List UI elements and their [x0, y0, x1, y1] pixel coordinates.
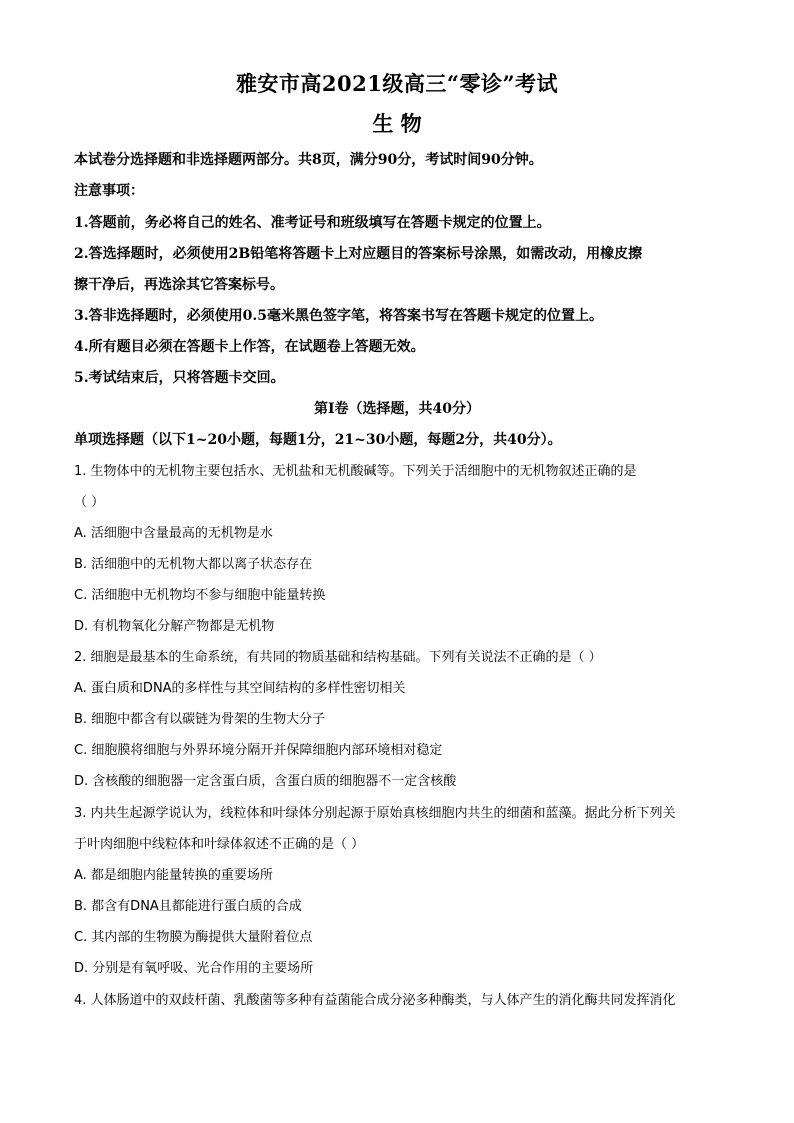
- question-stem: 于叶肉细胞中线粒体和叶绿体叙述不正确的是（ ）: [74, 837, 365, 852]
- question-stem: 1. 生物体中的无机物主要包括水、无机盐和无机酸碱等。下列关于活细胞中的无机物叙述正确的是: [74, 464, 637, 479]
- question-stem: 4. 人体肠道中的双歧杆菌、乳酸菌等多种有益菌能合成分泌多种酶类，与人体产生的消化酶共同发挥消化: [74, 993, 676, 1008]
- question-stem: 2. 细胞是最基本的生命系统，有共同的物质基础和结构基础。下列有关说法不正确的是（ ）: [74, 650, 602, 665]
- note-line: 1.答题前，务必将自己的姓名、准考证号和班级填写在答题卡规定的位置上。: [74, 215, 551, 231]
- note-line: 2.答选择题时，必须使用2B铅笔将答题卡上对应题目的答案标号涂黑，如需改动，用橡皮擦: [74, 246, 643, 262]
- note-line: 3.答非选择题时，必须使用0.5毫米黑色签字笔，将答案书写在答题卡规定的位置上。: [74, 308, 603, 324]
- section-title: 第Ⅰ卷（选择题，共40分）: [313, 401, 481, 417]
- question-stem: （ ）: [74, 495, 105, 510]
- section-instruction: 单项选择题（以下1~20小题，每题1分，21~30小题，每题2分，共40分）。: [74, 432, 562, 448]
- question-option: A. 都是细胞内能量转换的重要场所: [74, 868, 273, 883]
- question-option: C. 活细胞中无机物均不参与细胞中能量转换: [74, 588, 326, 603]
- note-line: 5.考试结束后，只将答题卡交回。: [74, 370, 285, 386]
- exam-summary: 本试卷分选择题和非选择题两部分。共8页，满分90分，考试时间90分钟。: [74, 152, 543, 168]
- question-option: D. 含核酸的细胞器一定含蛋白质，含蛋白质的细胞器不一定含核酸: [74, 774, 457, 789]
- question-option: B. 细胞中都含有以碳链为骨架的生物大分子: [74, 712, 326, 727]
- question-option: B. 活细胞中的无机物大都以离子状态存在: [74, 557, 313, 572]
- question-option: B. 都含有DNA且都能进行蛋白质的合成: [74, 899, 302, 914]
- note-line: 擦干净后，再选涂其它答案标号。: [74, 277, 284, 293]
- question-option: A. 蛋白质和DNA的多样性与其空间结构的多样性密切相关: [74, 681, 406, 696]
- question-option: D. 有机物氧化分解产物都是无机物: [74, 619, 275, 634]
- question-option: C. 其内部的生物膜为酶提供大量附着位点: [74, 930, 313, 945]
- note-line: 4.所有题目必须在答题卡上作答，在试题卷上答题无效。: [74, 339, 425, 355]
- question-option: C. 细胞膜将细胞与外界环境分隔开并保障细胞内部环境相对稳定: [74, 743, 443, 758]
- notes-heading: 注意事项：: [74, 183, 144, 199]
- question-option: D. 分别是有氧呼吸、光合作用的主要场所: [74, 961, 314, 976]
- question-stem: 3. 内共生起源学说认为，线粒体和叶绿体分别起源于原始真核细胞内共生的细菌和蓝藻。据此分析下列关: [74, 806, 676, 821]
- question-option: A. 活细胞中含量最高的无机物是水: [74, 526, 273, 541]
- exam-subject: 生 物: [372, 111, 422, 136]
- exam-title: 雅安市高2021级高三“零诊”考试: [235, 71, 559, 96]
